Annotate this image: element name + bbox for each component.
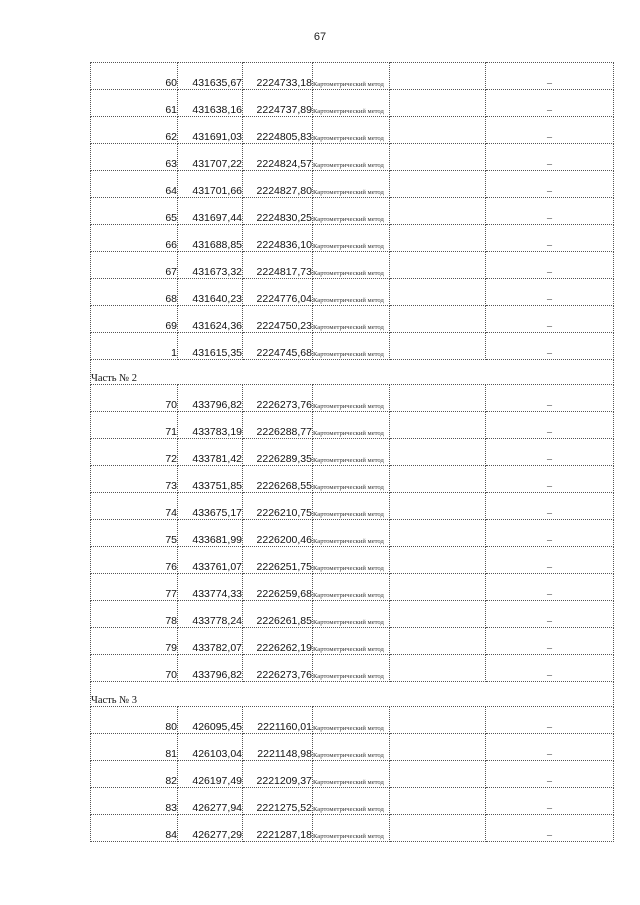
x-coordinate-cell: 426277,94: [178, 788, 243, 815]
note-cell: –: [486, 198, 614, 225]
point-number-cell: 78: [91, 601, 178, 628]
empty-cell: [390, 306, 486, 333]
section-title: Часть № 3: [91, 682, 614, 707]
table-row: [91, 547, 614, 574]
x-coordinate-cell: 426103,04: [178, 734, 243, 761]
y-coordinate-cell: 2224737,89: [243, 90, 313, 117]
note-cell: –: [486, 252, 614, 279]
point-number-cell: 77: [91, 574, 178, 601]
section-header-row: [91, 360, 614, 385]
note-cell: –: [486, 385, 614, 412]
y-coordinate-cell: 2224745,68: [243, 333, 313, 360]
method-cell: Картометрический метод: [313, 734, 390, 761]
x-coordinate-cell: 426197,49: [178, 761, 243, 788]
y-coordinate-cell: 2226261,85: [243, 601, 313, 628]
empty-cell: [390, 171, 486, 198]
x-coordinate-cell: 431635,67: [178, 63, 243, 90]
x-coordinate-cell: 431691,03: [178, 117, 243, 144]
method-cell: Картометрический метод: [313, 707, 390, 734]
empty-cell: [390, 761, 486, 788]
coordinates-table: [90, 62, 614, 842]
x-coordinate-cell: 431701,66: [178, 171, 243, 198]
y-coordinate-cell: 2226210,75: [243, 493, 313, 520]
empty-cell: [390, 574, 486, 601]
x-coordinate-cell: 433778,24: [178, 601, 243, 628]
x-coordinate-cell: 433782,07: [178, 628, 243, 655]
y-coordinate-cell: 2226259,68: [243, 574, 313, 601]
method-cell: Картометрический метод: [313, 412, 390, 439]
page-number: 67: [313, 31, 327, 43]
table-row: [91, 520, 614, 547]
method-cell: Картометрический метод: [313, 306, 390, 333]
table-row: [91, 628, 614, 655]
table-row: [91, 466, 614, 493]
table-row: [91, 385, 614, 412]
empty-cell: [390, 788, 486, 815]
method-cell: Картометрический метод: [313, 198, 390, 225]
method-cell: Картометрический метод: [313, 144, 390, 171]
x-coordinate-cell: 426277,29: [178, 815, 243, 842]
y-coordinate-cell: 2226251,75: [243, 547, 313, 574]
x-coordinate-cell: 433761,07: [178, 547, 243, 574]
x-coordinate-cell: 433796,82: [178, 385, 243, 412]
note-cell: –: [486, 171, 614, 198]
method-cell: Картометрический метод: [313, 788, 390, 815]
table-row: [91, 734, 614, 761]
note-cell: –: [486, 333, 614, 360]
empty-cell: [390, 707, 486, 734]
table-row: [91, 761, 614, 788]
note-cell: –: [486, 225, 614, 252]
x-coordinate-cell: 431707,22: [178, 144, 243, 171]
method-cell: Картометрический метод: [313, 252, 390, 279]
y-coordinate-cell: 2221287,18: [243, 815, 313, 842]
coordinates-table-body: [91, 63, 614, 842]
empty-cell: [390, 655, 486, 682]
table-row: [91, 198, 614, 225]
table-row: [91, 333, 614, 360]
empty-cell: [390, 252, 486, 279]
y-coordinate-cell: 2226273,76: [243, 385, 313, 412]
method-cell: Картометрический метод: [313, 385, 390, 412]
note-cell: –: [486, 788, 614, 815]
table-row: [91, 63, 614, 90]
point-number-cell: 67: [91, 252, 178, 279]
x-coordinate-cell: 426095,45: [178, 707, 243, 734]
point-number-cell: 79: [91, 628, 178, 655]
table-row: [91, 225, 614, 252]
empty-cell: [390, 628, 486, 655]
method-cell: Картометрический метод: [313, 574, 390, 601]
note-cell: –: [486, 520, 614, 547]
point-number-cell: 70: [91, 385, 178, 412]
empty-cell: [390, 493, 486, 520]
note-cell: –: [486, 547, 614, 574]
x-coordinate-cell: 431673,32: [178, 252, 243, 279]
method-cell: Картометрический метод: [313, 628, 390, 655]
point-number-cell: 81: [91, 734, 178, 761]
table-row: [91, 574, 614, 601]
x-coordinate-cell: 431640,23: [178, 279, 243, 306]
empty-cell: [390, 225, 486, 252]
table-row: [91, 306, 614, 333]
note-cell: –: [486, 306, 614, 333]
point-number-cell: 73: [91, 466, 178, 493]
empty-cell: [390, 466, 486, 493]
y-coordinate-cell: 2224836,10: [243, 225, 313, 252]
method-cell: Картометрический метод: [313, 761, 390, 788]
point-number-cell: 66: [91, 225, 178, 252]
method-cell: Картометрический метод: [313, 655, 390, 682]
method-cell: Картометрический метод: [313, 90, 390, 117]
x-coordinate-cell: 433781,42: [178, 439, 243, 466]
point-number-cell: 63: [91, 144, 178, 171]
method-cell: Картометрический метод: [313, 466, 390, 493]
x-coordinate-cell: 433774,33: [178, 574, 243, 601]
point-number-cell: 61: [91, 90, 178, 117]
x-coordinate-cell: 433681,99: [178, 520, 243, 547]
y-coordinate-cell: 2226200,46: [243, 520, 313, 547]
point-number-cell: 80: [91, 707, 178, 734]
y-coordinate-cell: 2224776,04: [243, 279, 313, 306]
x-coordinate-cell: 431615,35: [178, 333, 243, 360]
table-row: [91, 144, 614, 171]
table-row: [91, 117, 614, 144]
point-number-cell: 69: [91, 306, 178, 333]
point-number-cell: 82: [91, 761, 178, 788]
method-cell: Картометрический метод: [313, 333, 390, 360]
section-title: Часть № 2: [91, 360, 614, 385]
y-coordinate-cell: 2224750,23: [243, 306, 313, 333]
point-number-cell: 68: [91, 279, 178, 306]
y-coordinate-cell: 2221160,01: [243, 707, 313, 734]
empty-cell: [390, 117, 486, 144]
point-number-cell: 71: [91, 412, 178, 439]
note-cell: –: [486, 90, 614, 117]
note-cell: –: [486, 117, 614, 144]
point-number-cell: 65: [91, 198, 178, 225]
point-number-cell: 62: [91, 117, 178, 144]
point-number-cell: 75: [91, 520, 178, 547]
point-number-cell: 64: [91, 171, 178, 198]
note-cell: –: [486, 628, 614, 655]
note-cell: –: [486, 439, 614, 466]
empty-cell: [390, 144, 486, 171]
x-coordinate-cell: 433751,85: [178, 466, 243, 493]
empty-cell: [390, 63, 486, 90]
table-row: [91, 439, 614, 466]
section-header-row: [91, 682, 614, 707]
y-coordinate-cell: 2221148,98: [243, 734, 313, 761]
x-coordinate-cell: 433783,19: [178, 412, 243, 439]
y-coordinate-cell: 2224733,18: [243, 63, 313, 90]
table-row: [91, 601, 614, 628]
x-coordinate-cell: 431697,44: [178, 198, 243, 225]
note-cell: –: [486, 466, 614, 493]
method-cell: Картометрический метод: [313, 547, 390, 574]
note-cell: –: [486, 144, 614, 171]
table-row: [91, 655, 614, 682]
empty-cell: [390, 601, 486, 628]
x-coordinate-cell: 431624,36: [178, 306, 243, 333]
empty-cell: [390, 385, 486, 412]
note-cell: –: [486, 574, 614, 601]
note-cell: –: [486, 412, 614, 439]
note-cell: –: [486, 761, 614, 788]
method-cell: Картометрический метод: [313, 279, 390, 306]
empty-cell: [390, 412, 486, 439]
point-number-cell: 76: [91, 547, 178, 574]
y-coordinate-cell: 2224830,25: [243, 198, 313, 225]
point-number-cell: 60: [91, 63, 178, 90]
empty-cell: [390, 547, 486, 574]
method-cell: Картометрический метод: [313, 225, 390, 252]
method-cell: Картометрический метод: [313, 520, 390, 547]
table-row: [91, 788, 614, 815]
y-coordinate-cell: 2224805,83: [243, 117, 313, 144]
note-cell: –: [486, 734, 614, 761]
method-cell: Картометрический метод: [313, 815, 390, 842]
y-coordinate-cell: 2221275,52: [243, 788, 313, 815]
method-cell: Картометрический метод: [313, 601, 390, 628]
note-cell: –: [486, 279, 614, 306]
point-number-cell: 1: [91, 333, 178, 360]
y-coordinate-cell: 2226268,55: [243, 466, 313, 493]
y-coordinate-cell: 2224827,80: [243, 171, 313, 198]
point-number-cell: 84: [91, 815, 178, 842]
x-coordinate-cell: 433796,82: [178, 655, 243, 682]
empty-cell: [390, 439, 486, 466]
note-cell: –: [486, 63, 614, 90]
method-cell: Картометрический метод: [313, 63, 390, 90]
empty-cell: [390, 198, 486, 225]
method-cell: Картометрический метод: [313, 493, 390, 520]
y-coordinate-cell: 2224824,57: [243, 144, 313, 171]
table-row: [91, 90, 614, 117]
x-coordinate-cell: 431638,16: [178, 90, 243, 117]
y-coordinate-cell: 2226288,77: [243, 412, 313, 439]
empty-cell: [390, 734, 486, 761]
table-row: [91, 412, 614, 439]
y-coordinate-cell: 2226289,35: [243, 439, 313, 466]
empty-cell: [390, 90, 486, 117]
y-coordinate-cell: 2224817,73: [243, 252, 313, 279]
x-coordinate-cell: 431688,85: [178, 225, 243, 252]
table-row: [91, 252, 614, 279]
empty-cell: [390, 279, 486, 306]
y-coordinate-cell: 2221209,37: [243, 761, 313, 788]
note-cell: –: [486, 601, 614, 628]
note-cell: –: [486, 815, 614, 842]
x-coordinate-cell: 433675,17: [178, 493, 243, 520]
empty-cell: [390, 815, 486, 842]
point-number-cell: 83: [91, 788, 178, 815]
table-row: [91, 493, 614, 520]
method-cell: Картометрический метод: [313, 439, 390, 466]
empty-cell: [390, 520, 486, 547]
table-row: [91, 815, 614, 842]
point-number-cell: 72: [91, 439, 178, 466]
table-row: [91, 279, 614, 306]
note-cell: –: [486, 655, 614, 682]
point-number-cell: 74: [91, 493, 178, 520]
table-row: [91, 707, 614, 734]
note-cell: –: [486, 707, 614, 734]
y-coordinate-cell: 2226262,19: [243, 628, 313, 655]
method-cell: Картометрический метод: [313, 117, 390, 144]
point-number-cell: 70: [91, 655, 178, 682]
y-coordinate-cell: 2226273,76: [243, 655, 313, 682]
empty-cell: [390, 333, 486, 360]
method-cell: Картометрический метод: [313, 171, 390, 198]
table-row: [91, 171, 614, 198]
note-cell: –: [486, 493, 614, 520]
